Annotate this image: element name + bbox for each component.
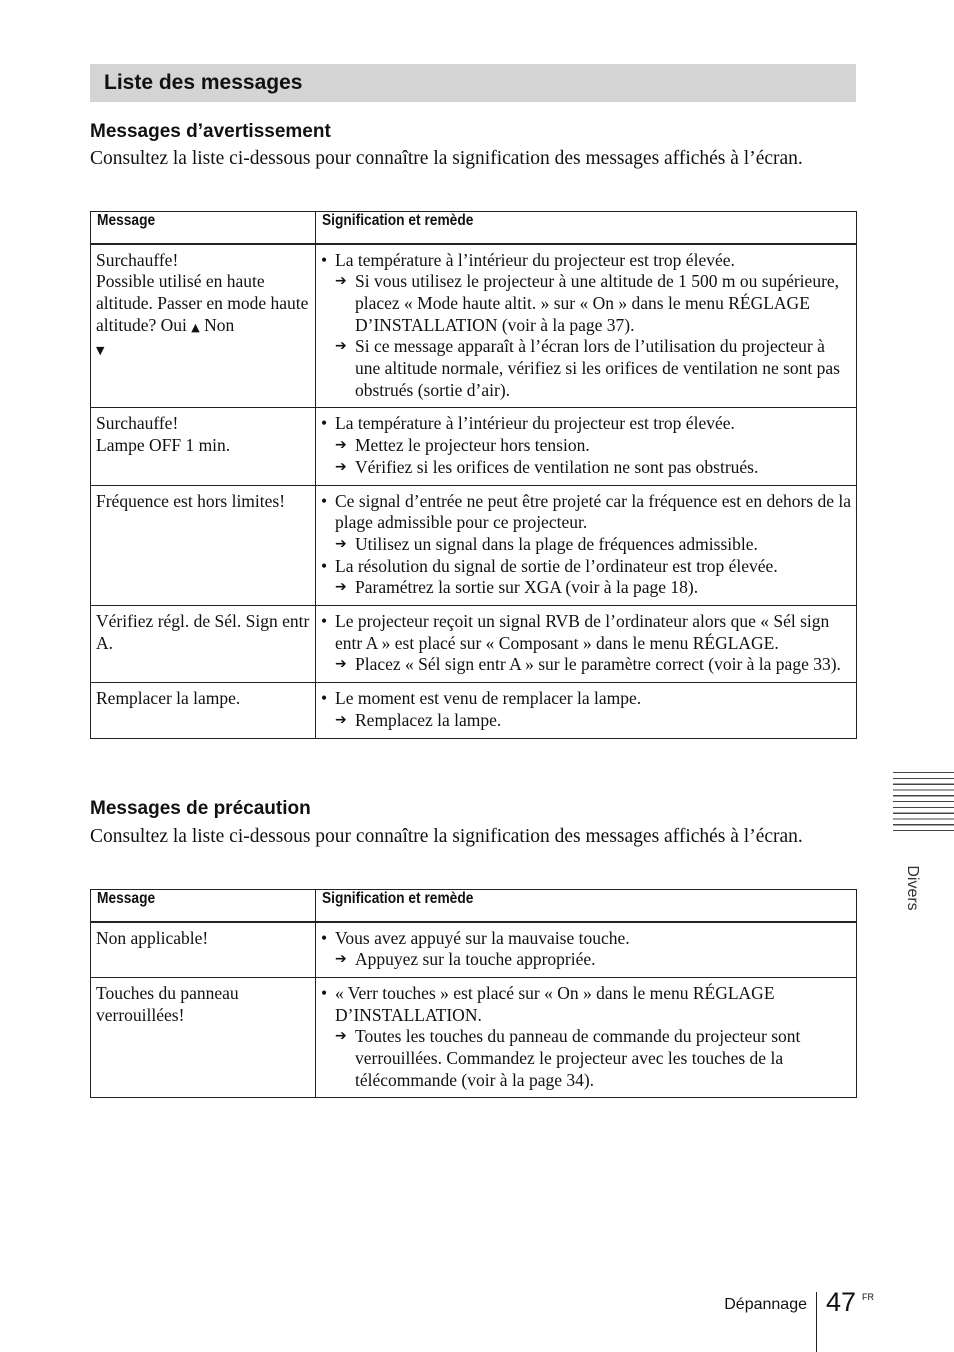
- remedy-item: ➔ Utilisez un signal dans la plage de fréquences admissible.: [335, 533, 758, 554]
- message-line: Surchauffe!: [96, 249, 179, 270]
- bullet-icon: •: [321, 249, 328, 270]
- remedy-item: ➔ Appuyez sur la touche appropriée.: [335, 949, 596, 970]
- message-cell: [91, 606, 316, 683]
- page-language: FR: [862, 1292, 874, 1302]
- table-row: [91, 244, 857, 408]
- arrow-right-icon: ➔: [335, 458, 347, 475]
- remedy-item: ➔ Toutes les touches du panneau de commande du projecteur sont verrouillées. Commandez le projecteur avec les touches de la télécommande (voir à la page 34).: [335, 1026, 801, 1090]
- bullet-item: • La température à l’intérieur du projecteur est trop élevée.: [321, 413, 735, 434]
- table-row: [91, 977, 857, 1098]
- bullet-icon: •: [321, 688, 328, 709]
- footer-divider: [816, 1292, 817, 1352]
- bullet-icon: •: [321, 611, 328, 632]
- warning-heading: Messages d’avertissement: [90, 121, 331, 142]
- bullet-icon: •: [321, 982, 328, 1003]
- message-line: Remplacer la lampe.: [96, 688, 241, 709]
- arrow-right-icon: ➔: [335, 711, 347, 728]
- bullet-item: • « Verr touches » est placé sur « On » dans le menu RÉGLAGE D’INSTALLATION.: [321, 982, 775, 1025]
- bullet-icon: •: [321, 490, 328, 511]
- message-line: Possible utilisé en haute altitude. Passer en mode haute altitude? Oui ▲ Non ▼: [96, 271, 309, 358]
- caution-heading: Messages de précaution: [90, 798, 311, 819]
- table-row: [91, 683, 857, 738]
- footer-chapter: Dépannage: [724, 1296, 807, 1313]
- bullet-item: • La résolution du signal de sortie de l’ordinateur est trop élevée.: [321, 555, 778, 576]
- bullet-icon: •: [321, 413, 328, 434]
- meaning-cell: [316, 408, 857, 485]
- remedy-item: ➔ Si ce message apparaît à l’écran lors de l’utilisation du projecteur à une altitude normale, vérifiez si les orifices de ventilation ne sont pas obstrués (sortie d’air).: [335, 336, 840, 400]
- caution-col-meaning: Signification et remède: [316, 890, 857, 922]
- caution-table: [90, 889, 857, 1098]
- message-line: Surchauffe!: [96, 413, 179, 434]
- arrow-right-icon: ➔: [335, 437, 347, 454]
- section-title: Liste des messages: [90, 64, 856, 102]
- arrow-right-icon: ➔: [335, 951, 347, 968]
- meaning-cell: [316, 922, 857, 978]
- meaning-cell: [316, 683, 857, 738]
- message-cell: [91, 408, 316, 485]
- message-line: Touches du panneau verrouillées!: [96, 982, 239, 1025]
- remedy-item: ➔ Vérifiez si les orifices de ventilation ne sont pas obstrués.: [335, 456, 759, 477]
- table-row: [91, 485, 857, 606]
- bullet-icon: •: [321, 555, 328, 576]
- warning-col-meaning: Signification et remède: [316, 212, 857, 244]
- message-cell: [91, 977, 316, 1098]
- message-line: Lampe OFF 1 min.: [96, 435, 231, 456]
- side-tab-label: Divers: [904, 865, 921, 911]
- bullet-item: • Vous avez appuyé sur la mauvaise touche.: [321, 927, 630, 948]
- bullet-item: • La température à l’intérieur du projecteur est trop élevée.: [321, 249, 735, 270]
- remedy-item: ➔ Remplacez la lampe.: [335, 709, 502, 730]
- meaning-cell: [316, 244, 857, 408]
- arrow-right-icon: ➔: [335, 273, 347, 290]
- warning-col-message: Message: [91, 212, 316, 244]
- side-tab-stripes: [893, 772, 954, 836]
- meaning-cell: [316, 977, 857, 1098]
- arrow-right-icon: ➔: [335, 656, 347, 673]
- message-line: Non applicable!: [96, 927, 209, 948]
- caution-intro: Consultez la liste ci-dessous pour connaître la signification des messages affichés à l’écran.: [90, 826, 803, 847]
- arrow-right-icon: ➔: [335, 338, 347, 355]
- arrow-right-icon: ➔: [335, 535, 347, 552]
- table-row: [91, 922, 857, 978]
- bullet-icon: •: [321, 927, 328, 948]
- down-arrow-icon: ▼: [96, 344, 105, 358]
- remedy-item: ➔ Placez « Sél sign entr A » sur le paramètre correct (voir à la page 33).: [335, 654, 841, 675]
- page-number: 47: [826, 1287, 857, 1317]
- meaning-cell: [316, 606, 857, 683]
- message-cell: [91, 485, 316, 606]
- remedy-item: ➔ Mettez le projecteur hors tension.: [335, 435, 590, 456]
- bullet-item: • Le moment est venu de remplacer la lampe.: [321, 688, 642, 709]
- meaning-cell: [316, 485, 857, 606]
- warning-table: [90, 211, 857, 739]
- remedy-item: ➔ Paramétrez la sortie sur XGA (voir à la page 18).: [335, 577, 699, 598]
- caution-col-message: Message: [91, 890, 316, 922]
- message-cell: [91, 683, 316, 738]
- message-line: Fréquence est hors limites!: [96, 490, 286, 511]
- table-row: [91, 606, 857, 683]
- message-cell: [91, 922, 316, 978]
- table-row: [91, 408, 857, 485]
- remedy-item: ➔ Si vous utilisez le projecteur à une altitude de 1 500 m ou supérieure, placez « Mode haute altit. » sur « On » dans le menu RÉGLAGE D’INSTALLATION (voir à la page 37).: [335, 271, 840, 335]
- warning-intro: Consultez la liste ci-dessous pour connaître la signification des messages affichés à l’écran.: [90, 148, 803, 169]
- bullet-item: • Ce signal d’entrée ne peut être projeté car la fréquence est en dehors de la plage admissible pour ce projecteur.: [321, 490, 851, 533]
- arrow-right-icon: ➔: [335, 579, 347, 596]
- up-arrow-icon: ▲: [191, 320, 200, 334]
- arrow-right-icon: ➔: [335, 1028, 347, 1045]
- bullet-item: • Le projecteur reçoit un signal RVB de l’ordinateur alors que « Sél sign entr A » est placé sur « Composant » dans le menu RÉGLAGE.: [321, 611, 830, 653]
- message-cell: [91, 244, 316, 408]
- message-line: Vérifiez régl. de Sél. Sign entr A.: [96, 611, 310, 653]
